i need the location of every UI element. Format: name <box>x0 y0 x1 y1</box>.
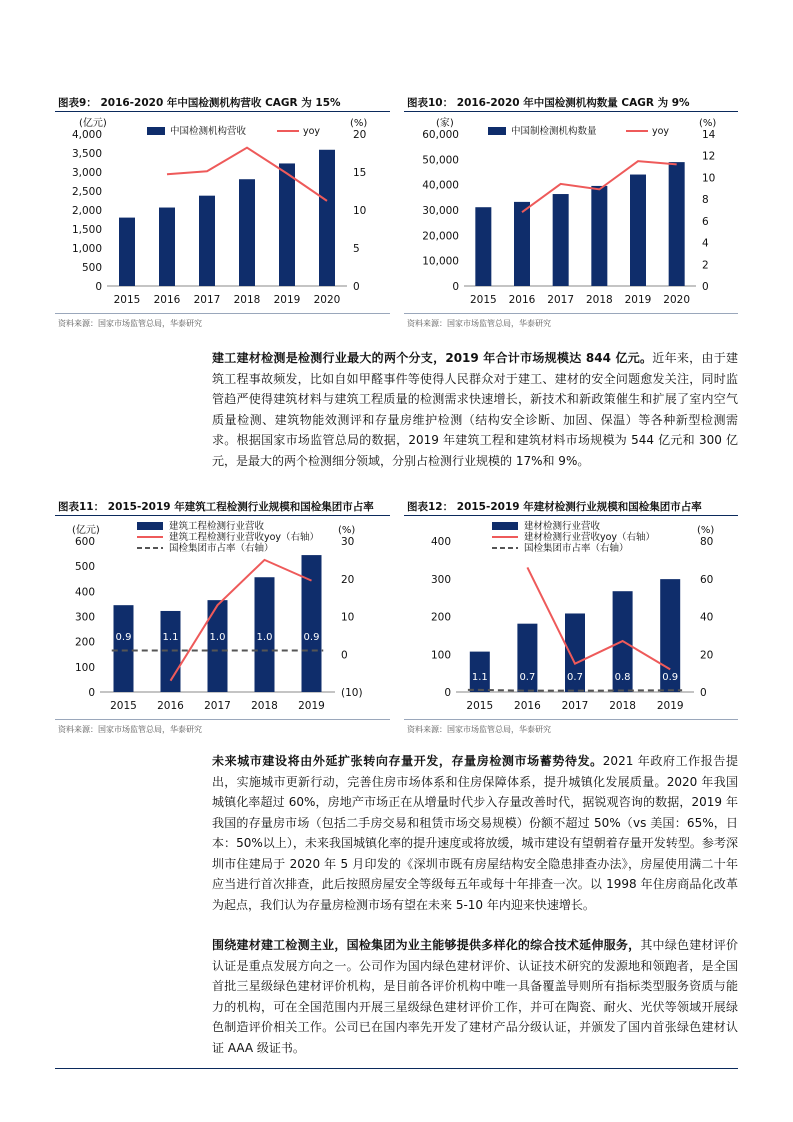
fig10-source-rule <box>404 313 738 314</box>
legend-label: 国检集团市占率（右轴） <box>169 543 274 554</box>
y-left-tick-label: 4,000 <box>71 129 102 141</box>
paragraph-body: 2021 年政府工作报告提出，实施城市更新行动，完善住房市场体系和住房保障体系，提升城镇化发展质量。2020 年我国城镇化率超过 60%，房地产市场正在从增量时代步入存量改善时代，据锐观咨询的数据，2019 年我国的存量房市场（包括二手房交易和租赁市场交易规模）份额不超过 50%（vs 美国：65%，日本：50%以上），未来我国城镇化率的提升速度或将放缓，城市建设有望朝着存量开发转型。参考深圳市住建局于 2020 年 5 月印发的《深圳市既有房屋结构安全隐患排查办法》，房屋使用满二十年应当进行首次排查，此后按照房屋安全等级每五年或每十年排查一次。以 1998 年住房商品化改革为起点，我们认为存量房检测市场有望在未来 5-10 年内迎来快速增长。 <box>212 754 738 912</box>
bar <box>239 179 255 286</box>
fig10-chart <box>404 113 738 310</box>
y-left-tick-label: 30,000 <box>422 205 459 217</box>
y-left-tick-label: 600 <box>74 536 95 548</box>
bar <box>669 162 685 286</box>
y-right-tick-label: 15 <box>353 167 367 179</box>
fig10-source: 资料来源：国家市场监管总局，华泰研究 <box>407 319 551 328</box>
legend-label: 建材检测行业营收yoy（右轴） <box>524 532 656 543</box>
y-right-tick-label: 0 <box>353 281 360 293</box>
bar-value-label: 1.1 <box>471 672 488 683</box>
bar <box>114 605 134 692</box>
x-tick-label: 2017 <box>204 700 231 712</box>
paragraph-lead: 未来城市建设将由外延扩张转向存量开发，存量房检测市场蓄势待发。 <box>212 754 603 768</box>
y-right-tick-label: 10 <box>353 205 367 217</box>
y-right-tick-label: 20 <box>700 649 714 662</box>
y-right-tick-label: 2 <box>702 259 709 272</box>
yoy-line <box>527 567 670 669</box>
bar-value-label: 0.7 <box>519 672 536 683</box>
y-right-tick-label: 20 <box>353 129 367 141</box>
bar <box>159 208 175 286</box>
bar <box>279 163 295 286</box>
y-right-tick-label: 30 <box>341 536 355 548</box>
fig11-chart <box>55 517 390 714</box>
legend-label: 中国制检测机构数量 <box>511 126 597 137</box>
y-left-tick-label: 60,000 <box>422 129 459 141</box>
x-tick-label: 2015 <box>113 294 141 306</box>
page-bottom-rule <box>55 1068 738 1069</box>
yoy-line <box>171 560 312 681</box>
x-tick-label: 2019 <box>298 700 325 712</box>
fig9-title-rule <box>55 111 390 112</box>
x-tick-label: 2018 <box>251 700 278 712</box>
x-tick-label: 2017 <box>547 294 575 306</box>
fig11-title: 图表11： 2015-2019 年建筑工程检测行业规模和国检集团市占率 <box>58 501 374 513</box>
x-tick-label: 2015 <box>469 294 497 306</box>
x-tick-label: 2016 <box>153 294 181 306</box>
bar-value-label: 0.9 <box>662 672 679 683</box>
y-left-tick-label: 2,500 <box>71 186 102 198</box>
bar <box>319 150 335 286</box>
bar-value-label: 0.8 <box>614 672 631 683</box>
bar <box>208 600 228 692</box>
legend-bar-swatch <box>137 522 163 530</box>
bar <box>591 186 607 286</box>
fig12-title-rule <box>404 515 738 516</box>
x-tick-label: 2019 <box>273 294 301 306</box>
y-left-tick-label: 300 <box>74 611 95 624</box>
y-left-tick-label: 3,000 <box>71 167 102 179</box>
y-left-tick-label: 400 <box>430 536 451 548</box>
y-right-tick-label: 6 <box>702 215 709 228</box>
legend-label: yoy <box>652 126 670 137</box>
fig12-title: 图表12： 2015-2019 年建材检测行业规模和国检集团市占率 <box>407 501 702 513</box>
y-right-axis-label: (%) <box>338 525 356 536</box>
y-left-tick-label: 0 <box>88 687 95 699</box>
fig9-title: 图表9： 2016-2020 年中国检测机构营收 CAGR 为 15% <box>58 97 341 109</box>
y-right-tick-label: 14 <box>702 129 716 141</box>
paragraph-body: 近年来，由于建筑工程事故频发，比如自如甲醛事件等使得人民群众对于建工、建材的安全问题愈发关注，同时监管趋严使得建筑材料与建筑工程质量的检测需求快速增长，新技术和新政策催生和扩展了室内空气质量检测、建筑物能效测评和存量房维护检测（结构安全诊断、加固、保温）等各种新型检测需求。根据国家市场监管总局的数据，2019 年建筑工程和建筑材料市场规模为 544 亿元和 300 亿元，是最大的两个检测细分领域，分别占检测行业规模的 17%和 9%。 <box>212 351 738 468</box>
y-left-tick-label: 2,000 <box>71 205 102 217</box>
y-right-tick-label: 8 <box>702 194 709 207</box>
bar-value-label: 0.9 <box>303 632 320 643</box>
paragraph-construction-testing <box>212 348 738 471</box>
y-right-tick-label: (10) <box>341 687 363 699</box>
fig11-title-rule <box>55 515 390 516</box>
y-right-tick-label: 60 <box>700 573 714 586</box>
x-tick-label: 2017 <box>561 700 589 712</box>
y-left-tick-label: 500 <box>74 561 95 574</box>
fig12-source: 资料来源：国家市场监管总局，华泰研究 <box>407 725 551 734</box>
y-left-tick-label: 40,000 <box>422 179 459 192</box>
x-tick-label: 2016 <box>508 294 536 306</box>
y-right-tick-label: 0 <box>702 281 709 293</box>
y-left-tick-label: 50,000 <box>422 154 459 167</box>
y-left-axis-label: (亿元) <box>79 118 107 129</box>
y-right-tick-label: 10 <box>341 611 355 624</box>
legend-label: 建筑工程检测行业营收 <box>169 521 265 532</box>
bar <box>553 194 569 286</box>
legend-bar-swatch <box>147 127 165 135</box>
bar <box>630 175 646 286</box>
x-tick-label: 2015 <box>466 700 494 712</box>
legend-label: 建材检测行业营收 <box>524 521 601 532</box>
bar-value-label: 1.1 <box>162 632 179 643</box>
x-tick-label: 2019 <box>656 700 684 712</box>
fig9-source-rule <box>55 313 390 314</box>
paragraph-lead: 围绕建材建工检测主业，国检集团为业主能够提供多样化的综合技术延伸服务， <box>212 938 641 952</box>
legend-label: 国检集团市占率（右轴） <box>524 543 629 554</box>
y-right-tick-label: 5 <box>353 243 360 255</box>
y-left-tick-label: 0 <box>452 281 459 293</box>
bar <box>199 196 215 286</box>
y-left-tick-label: 100 <box>74 661 95 674</box>
y-right-tick-label: 4 <box>702 237 709 250</box>
y-left-tick-label: 0 <box>95 281 102 293</box>
bar-value-label: 1.0 <box>256 632 273 643</box>
paragraph-body: 其中绿色建材评价认证是重点发展方向之一。公司作为国内绿色建材评价、认证技术研究的发源地和领跑者，是全国首批三星级绿色建材评价机构，是目前各评价机构中唯一具备覆盖导则所有指标类型服务资质与能力的机构，可在全国范围内开展三星级绿色建材评价工作，并可在陶瓷、耐火、光伏等领域开展绿色制造评价相关工作。公司已在国内率先开发了建材产品分级认证，并颁发了国内首张绿色建材认证 AAA 级证书。 <box>212 938 738 1055</box>
y-right-tick-label: 40 <box>700 611 714 624</box>
legend-label: 中国检测机构营收 <box>170 126 247 137</box>
bar-value-label: 0.9 <box>115 632 132 643</box>
bar <box>302 555 322 692</box>
y-left-axis-label: (亿元) <box>72 525 100 536</box>
y-right-axis-label: (%) <box>699 118 717 129</box>
x-tick-label: 2016 <box>157 700 184 712</box>
x-tick-label: 2018 <box>609 700 636 712</box>
legend-label: 建筑工程检测行业营收yoy（右轴） <box>169 532 320 543</box>
fig11-source: 资料来源：国家市场监管总局，华泰研究 <box>58 725 202 734</box>
fig12-source-rule <box>404 719 738 720</box>
bar <box>119 218 135 286</box>
legend-bar-swatch <box>492 522 518 530</box>
y-right-tick-label: 80 <box>700 536 714 548</box>
x-tick-label: 2015 <box>110 700 137 712</box>
y-right-axis-label: (%) <box>350 118 368 129</box>
y-left-axis-label: (家) <box>436 118 454 129</box>
y-left-tick-label: 300 <box>430 573 451 586</box>
y-right-tick-label: 12 <box>702 150 716 163</box>
x-tick-label: 2019 <box>624 294 652 306</box>
paragraph-stock-housing <box>212 751 738 915</box>
bar-value-label: 1.0 <box>209 632 226 643</box>
fig10-title: 图表10： 2016-2020 年中国检测机构数量 CAGR 为 9% <box>407 97 690 109</box>
y-right-tick-label: 20 <box>341 573 355 586</box>
y-left-tick-label: 1,500 <box>71 224 102 236</box>
fig9-source: 资料来源：国家市场监管总局，华泰研究 <box>58 319 202 328</box>
fig10-title-rule <box>404 111 738 112</box>
x-tick-label: 2017 <box>193 294 221 306</box>
legend-label: yoy <box>303 126 321 137</box>
y-left-tick-label: 3,500 <box>71 148 102 160</box>
bar <box>514 202 530 286</box>
y-left-tick-label: 400 <box>74 586 95 599</box>
y-right-tick-label: 10 <box>702 172 716 185</box>
x-tick-label: 2018 <box>233 294 261 306</box>
y-left-tick-label: 20,000 <box>422 230 459 243</box>
y-left-tick-label: 100 <box>430 649 451 662</box>
x-tick-label: 2020 <box>663 294 691 306</box>
paragraph-lead: 建工建材检测是检测行业最大的两个分支，2019 年合计市场规模达 844 亿元。 <box>212 351 653 365</box>
fig11-source-rule <box>55 719 390 720</box>
paragraph-green-materials <box>212 935 738 1058</box>
y-right-tick-label: 0 <box>700 687 707 699</box>
y-right-axis-label: (%) <box>697 525 715 536</box>
y-left-tick-label: 10,000 <box>422 255 459 268</box>
x-tick-label: 2018 <box>585 294 613 306</box>
y-right-tick-label: 0 <box>341 649 348 662</box>
y-left-tick-label: 200 <box>430 611 451 624</box>
y-left-tick-label: 1,000 <box>71 243 102 255</box>
legend-bar-swatch <box>488 127 506 135</box>
bar-value-label: 0.7 <box>567 672 583 683</box>
y-left-tick-label: 200 <box>74 636 95 649</box>
x-tick-label: 2016 <box>514 700 541 712</box>
x-tick-label: 2020 <box>313 294 341 306</box>
y-left-tick-label: 0 <box>444 687 451 699</box>
bar <box>475 207 491 286</box>
fig9-chart <box>55 113 390 310</box>
y-left-tick-label: 500 <box>81 262 102 274</box>
fig12-chart <box>404 517 738 714</box>
